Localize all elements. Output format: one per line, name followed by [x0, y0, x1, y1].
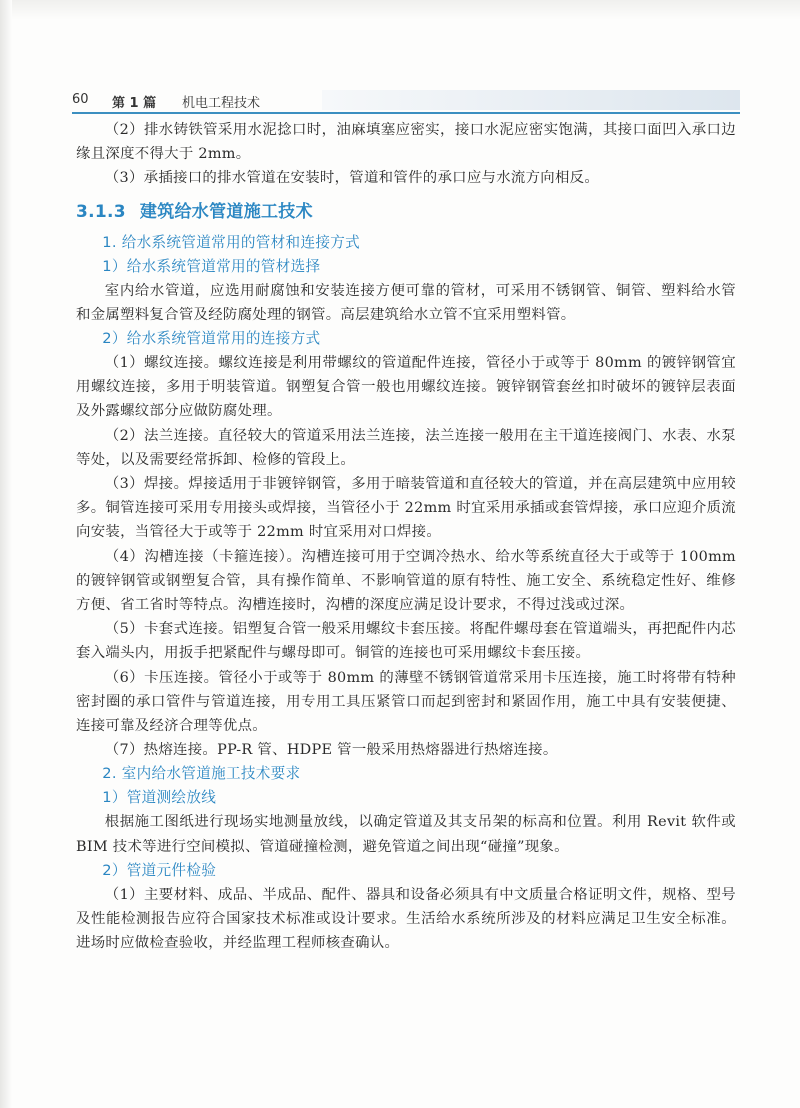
paragraph-material-selection: 室内给水管道，应选用耐腐蚀和安装连接方便可靠的管材，可采用不锈钢管、铜管、塑料给水管和金属塑料复合管及经防腐处理的钢管。高层建筑给水立管不宜采用塑料管。: [76, 282, 736, 323]
heading-indoor-construction-requirements: 2. 室内给水管道施工技术要求: [102, 765, 301, 783]
paragraph-press-connection: （6）卡压连接。管径小于或等于 80mm 的薄壁不锈钢管道常采用卡压连接，施工时将带有特种密封圈的承口管件与管道连接，用专用工具压紧管口而起到密封和紧固作用，施工中具有安装便捷、连接可靠及经济合理等优点。: [76, 669, 736, 735]
section-heading: [76, 199, 736, 225]
paragraph-fusion-connection: （7）热熔连接。PP-R 管、HDPE 管一般采用热熔器进行热熔连接。: [104, 742, 558, 759]
header-rule: [72, 112, 740, 114]
binding-shadow: [0, 0, 12, 1108]
section-title: 建筑给水管道施工技术: [139, 201, 313, 222]
paragraph-drain-socket: （3）承插接口的排水管道在安装时，管道和管件的承口应与水流方向相反。: [104, 170, 600, 187]
subject-label: 机电工程技术: [182, 96, 261, 111]
paragraph-threaded-connection: （1）螺纹连接。螺纹连接是利用带螺纹的管道配件连接，管径小于或等于 80mm 的镀锌钢管宜用螺纹连接，多用于明装管道。钢塑复合管一般也用螺纹连接。镀锌钢管套丝扣时破坏的镀锌层表面及外露螺纹部分应做防腐处理。: [76, 355, 736, 420]
paragraph-groove-connection: （4）沟槽连接（卡箍连接）。沟槽连接可用于空调冷热水、给水等系统直径大于或等于 100mm 的镀锌钢管或钢塑复合管，具有操作简单、不影响管道的原有特性、施工安全、系统稳定性好、维修方便、省工省时等特点。沟槽连接时，沟槽的深度应满足设计要求，不得过浅或过深。: [76, 548, 736, 614]
header-band: [322, 90, 740, 110]
part-label: 第 1 篇: [112, 96, 157, 111]
paragraph-survey-layout: 根据施工图纸进行现场实地测量放线，以确定管道及其支吊架的标高和位置。利用 Revit 软件或 BIM 技术等进行空间模拟、管道碰撞检测，避免管道之间出现“碰撞”现象。: [76, 814, 736, 855]
heading-component-inspection: 2）管道元件检验: [102, 861, 217, 879]
page-number: 60: [72, 92, 89, 107]
section-number: 3.1.3: [76, 201, 126, 222]
heading-survey-layout: 1）管道测绘放线: [102, 789, 217, 807]
body-content: [76, 118, 736, 955]
paragraph-welding: （3）焊接。焊接适用于非镀锌钢管，多用于暗装管道和直径较大的管道，并在高层建筑中应用较多。铜管连接可采用专用接头或焊接，当管径小于 22mm 时宜采用承插或套管焊接，承口应迎介质流向安装，当管径大于或等于 22mm 时宜采用对口焊接。: [76, 476, 736, 541]
paragraph-drain-caulking: （2）排水铸铁管采用水泥捻口时，油麻填塞应密实，接口水泥应密实饱满，其接口面凹入承口边缘且深度不得大于 2mm。: [76, 122, 736, 163]
scan-top-strip: [0, 0, 800, 20]
heading-connection-methods: 2）给水系统管道常用的连接方式: [102, 330, 321, 348]
heading-pipe-materials-and-connections: 1. 给水系统管道常用的管材和连接方式: [102, 233, 361, 251]
running-header: [72, 90, 740, 112]
paragraph-flange-connection: （2）法兰连接。直径较大的管道采用法兰连接，法兰连接一般用在主干道连接阀门、水表、水泵等处，以及需要经常拆卸、检修的管段上。: [76, 427, 736, 468]
heading-material-selection: 1）给水系统管道常用的管材选择: [102, 257, 321, 275]
paragraph-component-inspection: （1）主要材料、成品、半成品、配件、器具和设备必须具有中文质量合格证明文件，规格、型号及性能检测报告应符合国家技术标准或设计要求。生活给水系统所涉及的材料应满足卫生安全标准。进场时应做检查验收，并经监理工程师核查确认。: [76, 886, 736, 952]
paragraph-ferrule-connection: （5）卡套式连接。铝塑复合管一般采用螺纹卡套压接。将配件螺母套在管道端头，再把配件内芯套入端头内，用扳手把紧配件与螺母即可。铜管的连接也可采用螺纹卡套压接。: [76, 621, 736, 662]
